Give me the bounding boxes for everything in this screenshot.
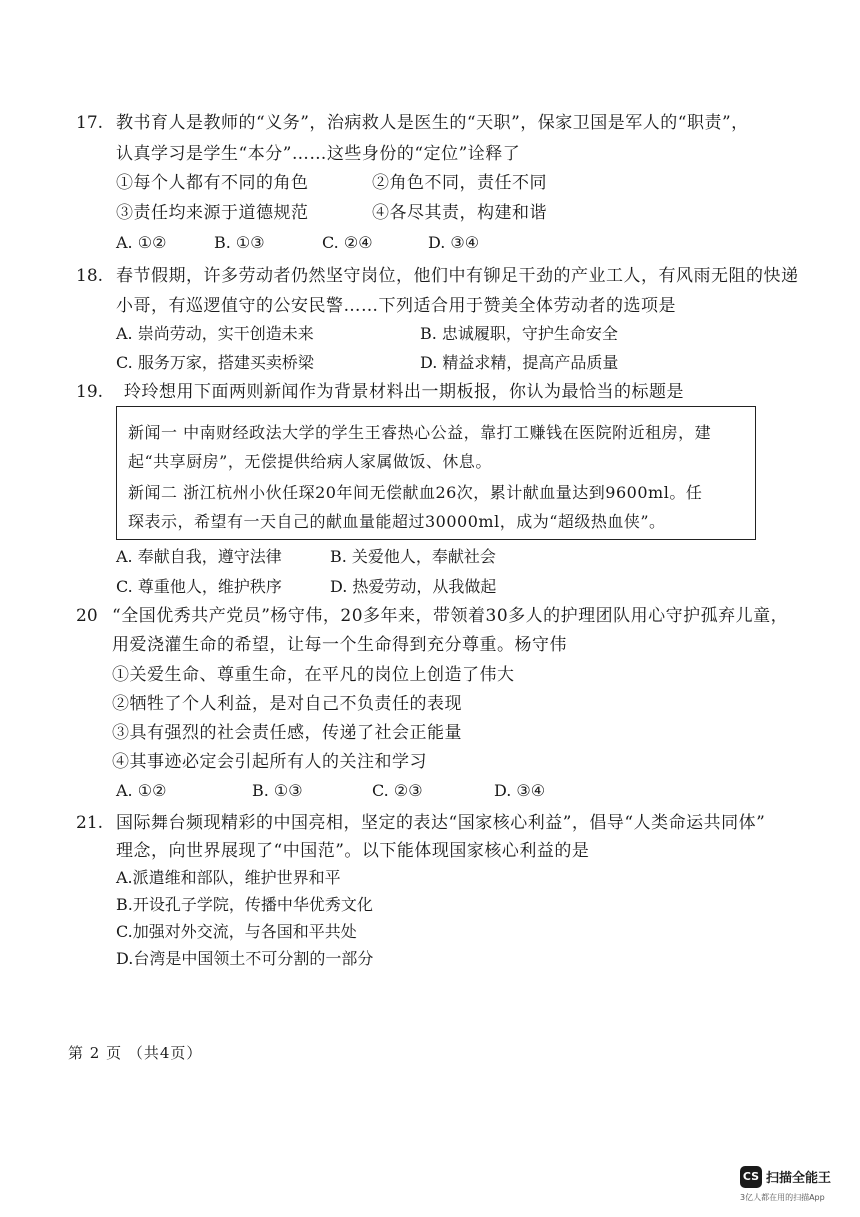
scanner-app-name: 扫描全能王 — [766, 1171, 832, 1186]
scanner-tagline: 3亿人都在用的扫描App — [740, 1193, 825, 1202]
q21-option-d: D.台湾是中国领土不可分割的一部分 — [116, 949, 374, 968]
q17-option-d: D. ③④ — [428, 233, 480, 252]
q21-number: 21. — [76, 813, 104, 833]
q21-option-a: A.派遣维和部队，维护世界和平 — [116, 868, 341, 887]
q19-option-c: C. 尊重他人，维护秩序 — [116, 577, 282, 596]
q17-statement-4: ④各尽其责，构建和谐 — [372, 203, 547, 223]
q20-stem-line1: “全国优秀共产党员”杨守伟，20多年来，带领着30多人的护理团队用心守护孤弃儿童， — [112, 606, 789, 626]
q19-news-line4: 琛表示，希望有一天自己的献血量能超过30000ml，成为“超级热血侠”。 — [128, 512, 666, 531]
q21-option-b: B.开设孔子学院，传播中华优秀文化 — [116, 895, 373, 914]
q17-statement-3: ③责任均来源于道德规范 — [116, 203, 309, 223]
q18-stem-line1: 春节假期，许多劳动者仍然坚守岗位，他们中有铆足干劲的产业工人，有风雨无阻的快递 — [116, 266, 799, 286]
q18-option-b: B. 忠诚履职，守护生命安全 — [420, 324, 618, 343]
q17-statement-1: ①每个人都有不同的角色 — [116, 173, 309, 193]
q20-option-d: D. ③④ — [494, 781, 546, 800]
q17-stem-line1: 教书育人是教师的“义务”，治病救人是医生的“天职”，保家卫国是军人的“职责”， — [116, 113, 749, 133]
q20-statement-2: ②牺牲了个人利益，是对自己不负责任的表现 — [112, 694, 462, 714]
q17-number: 17. — [76, 113, 104, 133]
q21-stem-line2: 理念，向世界展现了“中国范”。以下能体现国家核心利益的是 — [116, 841, 590, 861]
q20-statement-4: ④其事迹必定会引起所有人的关注和学习 — [112, 752, 427, 772]
q17-option-b: B. ①③ — [214, 233, 265, 252]
q20-number: 20 — [76, 606, 98, 626]
q19-option-b: B. 关爱他人，奉献社会 — [330, 547, 496, 566]
q17-statement-2: ②角色不同，责任不同 — [372, 173, 547, 193]
q19-news-line2: 起“共享厨房”，无偿提供给病人家属做饭、休息。 — [128, 452, 492, 471]
q17-option-a: A. ①② — [116, 233, 167, 252]
q18-stem-line2: 小哥，有巡逻值守的公安民警……下列适合用于赞美全体劳动者的选项是 — [116, 296, 676, 316]
q18-number: 18. — [76, 266, 104, 286]
q21-option-c: C.加强对外交流，与各国和平共处 — [116, 922, 357, 941]
q20-statement-1: ①关爱生命、尊重生命，在平凡的岗位上创造了伟大 — [112, 665, 515, 685]
q19-stem: 玲玲想用下面两则新闻作为背景材料出一期板报，你认为最恰当的标题是 — [124, 382, 684, 402]
q17-option-c: C. ②④ — [322, 233, 373, 252]
q19-option-a: A. 奉献自我，遵守法律 — [116, 547, 282, 566]
q19-news-line3: 新闻二 浙江杭州小伙任琛20年间无偿献血26次，累计献血量达到9600ml。任 — [128, 483, 703, 502]
q18-option-c: C. 服务万家，搭建买卖桥梁 — [116, 353, 314, 372]
q19-news-line1: 新闻一 中南财经政法大学的学生王睿热心公益，靠打工赚钱在医院附近租房，建 — [128, 423, 712, 442]
scanner-watermark — [740, 1166, 840, 1206]
q20-statement-3: ③具有强烈的社会责任感，传递了社会正能量 — [112, 723, 462, 743]
q21-stem-line1: 国际舞台频现精彩的中国亮相，坚定的表达“国家核心利益”，倡导“人类命运共同体” — [116, 813, 766, 833]
q20-option-b: B. ①③ — [252, 781, 303, 800]
q20-stem-line2: 用爱浇灌生命的希望，让每一个生命得到充分尊重。杨守伟 — [112, 635, 567, 655]
scanner-logo-icon: CS — [740, 1166, 762, 1188]
q19-option-d: D. 热爱劳动，从我做起 — [330, 577, 497, 596]
q17-stem-line2: 认真学习是学生“本分”……这些身份的“定位”诠释了 — [116, 144, 521, 164]
q20-option-a: A. ①② — [116, 781, 167, 800]
q19-number: 19. — [76, 382, 104, 402]
q20-option-c: C. ②③ — [372, 781, 423, 800]
page-footer: 第 2 页 （共4页） — [68, 1044, 203, 1062]
q18-option-d: D. 精益求精，提高产品质量 — [420, 353, 619, 372]
q18-option-a: A. 崇尚劳动，实干创造未来 — [116, 324, 314, 343]
